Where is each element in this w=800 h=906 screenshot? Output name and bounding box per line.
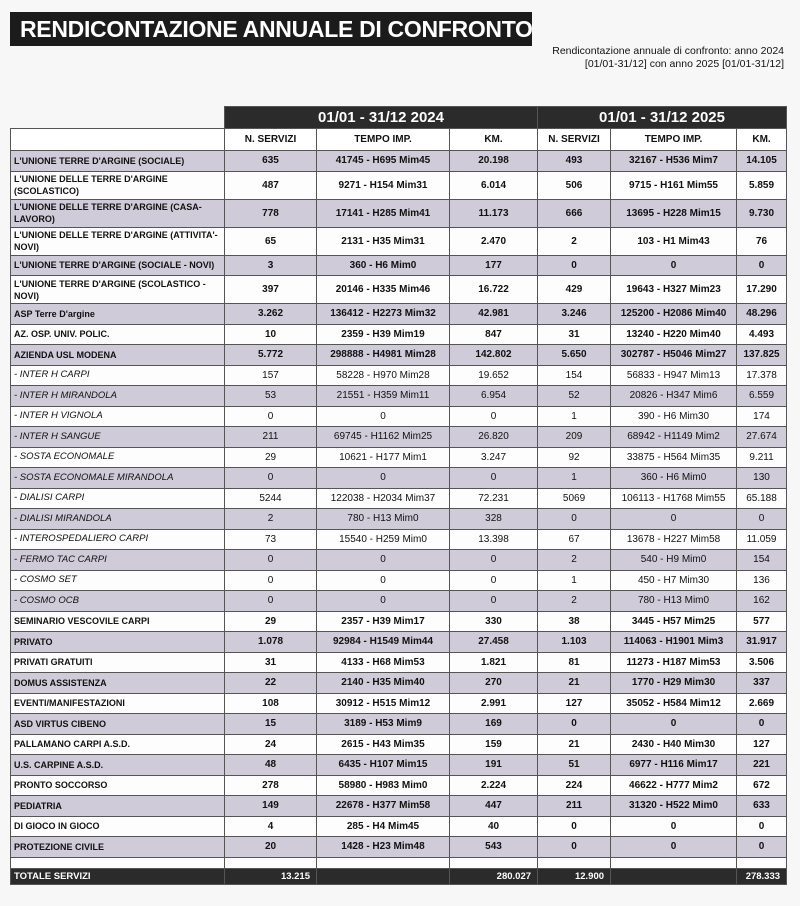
row-value: 21551 - H359 Mim11 (317, 386, 450, 407)
row-value: 390 - H6 Mim30 (611, 406, 737, 427)
period-2025-header: 01/01 - 31/12 2025 (538, 107, 787, 129)
row-value: 540 - H9 Mim0 (611, 550, 737, 571)
row-value: 360 - H6 Mim0 (317, 255, 450, 276)
row-value: 11.059 (737, 529, 787, 550)
table-row (11, 816, 787, 837)
table-row (11, 199, 787, 227)
row-value: 0 (317, 406, 450, 427)
row-label: - FERMO TAC CARPI (11, 550, 225, 571)
row-value: 328 (450, 509, 538, 530)
row-label: - DIALISI MIRANDOLA (11, 509, 225, 530)
period-header-row (11, 107, 787, 129)
row-value: 68942 - H1149 Mim2 (611, 427, 737, 448)
row-value: 169 (450, 714, 538, 735)
table-row (11, 509, 787, 530)
table-row (11, 324, 787, 345)
row-value: 0 (225, 591, 317, 612)
total-label: TOTALE SERVIZI (11, 868, 225, 884)
table-row (11, 775, 787, 796)
row-value: 69745 - H1162 Mim25 (317, 427, 450, 448)
row-value: 32167 - H536 Mim7 (611, 151, 737, 172)
row-value: 114063 - H1901 Mim3 (611, 632, 737, 653)
total-value: 13.215 (225, 868, 317, 884)
row-value: 1.078 (225, 632, 317, 653)
table-row (11, 151, 787, 172)
row-value: 2131 - H35 Mim31 (317, 227, 450, 255)
row-value: 2.224 (450, 775, 538, 796)
row-value: 149 (225, 796, 317, 817)
row-value: 778 (225, 199, 317, 227)
spacer-row (11, 857, 787, 868)
row-value: 337 (737, 673, 787, 694)
table-row (11, 365, 787, 386)
row-value: 11273 - H187 Mim53 (611, 652, 737, 673)
row-value: 278 (225, 775, 317, 796)
row-value: 103 - H1 Mim43 (611, 227, 737, 255)
row-label: AZIENDA USL MODENA (11, 345, 225, 366)
table-row (11, 227, 787, 255)
row-value: 10 (225, 324, 317, 345)
row-value: 0 (611, 255, 737, 276)
row-value: 285 - H4 Mim45 (317, 816, 450, 837)
row-value: 2140 - H35 Mim40 (317, 673, 450, 694)
row-label: - INTER H CARPI (11, 365, 225, 386)
row-value: 0 (317, 570, 450, 591)
row-label: L'UNIONE DELLE TERRE D'ARGINE (SCOLASTICO) (11, 171, 225, 199)
row-value: 52 (538, 386, 611, 407)
row-value: 9715 - H161 Mim55 (611, 171, 737, 199)
row-value: 0 (538, 837, 611, 858)
row-value: 174 (737, 406, 787, 427)
spacer-cell (225, 857, 317, 868)
row-value: 0 (450, 406, 538, 427)
table-row (11, 447, 787, 468)
row-value: 487 (225, 171, 317, 199)
row-value: 122038 - H2034 Mim37 (317, 488, 450, 509)
row-value: 29 (225, 447, 317, 468)
row-value: 19643 - H327 Mim23 (611, 276, 737, 304)
table-row (11, 529, 787, 550)
row-value: 56833 - H947 Mim13 (611, 365, 737, 386)
row-value: 0 (538, 816, 611, 837)
row-value: 137.825 (737, 345, 787, 366)
row-value: 31320 - H522 Mim0 (611, 796, 737, 817)
spacer-cell (450, 857, 538, 868)
row-value: 360 - H6 Mim0 (611, 468, 737, 489)
row-value: 211 (225, 427, 317, 448)
row-value: 330 (450, 611, 538, 632)
row-label: AZ. OSP. UNIV. POLIC. (11, 324, 225, 345)
row-value: 67 (538, 529, 611, 550)
row-value: 157 (225, 365, 317, 386)
table-row (11, 427, 787, 448)
row-value: 0 (317, 550, 450, 571)
row-value: 1428 - H23 Mim48 (317, 837, 450, 858)
table-row (11, 171, 787, 199)
row-value: 6.954 (450, 386, 538, 407)
row-value: 17.290 (737, 276, 787, 304)
row-value: 780 - H13 Mim0 (611, 591, 737, 612)
row-value: 6435 - H107 Mim15 (317, 755, 450, 776)
row-value: 1.103 (538, 632, 611, 653)
spacer-cell (317, 857, 450, 868)
row-value: 22 (225, 673, 317, 694)
row-value: 20826 - H347 Mim6 (611, 386, 737, 407)
row-value: 21 (538, 673, 611, 694)
row-value: 0 (737, 714, 787, 735)
row-value: 5.650 (538, 345, 611, 366)
label-column-header (11, 129, 225, 151)
row-value: 20 (225, 837, 317, 858)
table-row (11, 652, 787, 673)
row-value: 5069 (538, 488, 611, 509)
row-value: 2615 - H43 Mim35 (317, 734, 450, 755)
row-label: - COSMO OCB (11, 591, 225, 612)
row-value: 108 (225, 693, 317, 714)
table-row (11, 796, 787, 817)
row-value: 27.458 (450, 632, 538, 653)
row-label: - INTEROSPEDALIERO CARPI (11, 529, 225, 550)
row-value: 0 (611, 837, 737, 858)
table-row (11, 255, 787, 276)
row-value: 2 (538, 591, 611, 612)
row-value: 672 (737, 775, 787, 796)
row-value: 221 (737, 755, 787, 776)
row-value: 0 (737, 816, 787, 837)
row-value: 20.198 (450, 151, 538, 172)
row-value: 2 (538, 550, 611, 571)
row-value: 92984 - H1549 Mim44 (317, 632, 450, 653)
row-value: 209 (538, 427, 611, 448)
total-value (611, 868, 737, 884)
row-value: 17141 - H285 Mim41 (317, 199, 450, 227)
row-value: 429 (538, 276, 611, 304)
row-value: 0 (611, 816, 737, 837)
row-value: 30912 - H515 Mim12 (317, 693, 450, 714)
row-value: 58980 - H983 Mim0 (317, 775, 450, 796)
total-row (11, 868, 787, 884)
table-row (11, 714, 787, 735)
row-value: 847 (450, 324, 538, 345)
column-header: N. SERVIZI (225, 129, 317, 151)
row-value: 298888 - H4981 Mim28 (317, 345, 450, 366)
row-label: L'UNIONE DELLE TERRE D'ARGINE (CASA-LAVORO) (11, 199, 225, 227)
row-value: 0 (611, 509, 737, 530)
row-value: 4133 - H68 Mim53 (317, 652, 450, 673)
row-value: 48.296 (737, 304, 787, 325)
row-value: 33875 - H564 Mim35 (611, 447, 737, 468)
row-label: SEMINARIO VESCOVILE CARPI (11, 611, 225, 632)
page-title: RENDICONTAZIONE ANNUALE DI CONFRONTO (10, 12, 532, 46)
row-label: - SOSTA ECONOMALE MIRANDOLA (11, 468, 225, 489)
row-value: 3 (225, 255, 317, 276)
row-label: PEDIATRIA (11, 796, 225, 817)
spacer-cell (737, 857, 787, 868)
row-label: L'UNIONE DELLE TERRE D'ARGINE (ATTIVITA'-NOVI) (11, 227, 225, 255)
row-label: L'UNIONE TERRE D'ARGINE (SOCIALE - NOVI) (11, 255, 225, 276)
row-label: ASD VIRTUS CIBENO (11, 714, 225, 735)
row-value: 0 (225, 550, 317, 571)
row-value: 13678 - H227 Mim58 (611, 529, 737, 550)
table-row (11, 632, 787, 653)
row-value: 6977 - H116 Mim17 (611, 755, 737, 776)
row-value: 0 (737, 255, 787, 276)
row-label: PALLAMANO CARPI A.S.D. (11, 734, 225, 755)
column-header: N. SERVIZI (538, 129, 611, 151)
row-value: 136412 - H2273 Mim32 (317, 304, 450, 325)
row-value: 2 (538, 227, 611, 255)
table-row (11, 734, 787, 755)
row-value: 0 (225, 570, 317, 591)
row-value: 0 (538, 255, 611, 276)
row-value: 0 (538, 509, 611, 530)
column-header: KM. (737, 129, 787, 151)
row-value: 81 (538, 652, 611, 673)
row-label: - COSMO SET (11, 570, 225, 591)
row-value: 13695 - H228 Mim15 (611, 199, 737, 227)
header-spacer (11, 107, 225, 129)
row-value: 26.820 (450, 427, 538, 448)
row-value: 22678 - H377 Mim58 (317, 796, 450, 817)
row-value: 0 (225, 468, 317, 489)
row-value: 3.506 (737, 652, 787, 673)
row-value: 76 (737, 227, 787, 255)
row-value: 72.231 (450, 488, 538, 509)
row-value: 31 (538, 324, 611, 345)
row-label: L'UNIONE TERRE D'ARGINE (SCOLASTICO - NOVI) (11, 276, 225, 304)
comparison-table (10, 106, 787, 885)
row-value: 13.398 (450, 529, 538, 550)
table-row (11, 673, 787, 694)
row-value: 397 (225, 276, 317, 304)
row-value: 127 (737, 734, 787, 755)
row-value: 0 (450, 570, 538, 591)
row-value: 666 (538, 199, 611, 227)
row-label: PROTEZIONE CIVILE (11, 837, 225, 858)
row-value: 0 (450, 591, 538, 612)
report-subtitle (484, 45, 784, 71)
spacer-cell (538, 857, 611, 868)
row-label: - INTER H SANGUE (11, 427, 225, 448)
row-value: 13240 - H220 Mim40 (611, 324, 737, 345)
row-value: 35052 - H584 Mim12 (611, 693, 737, 714)
row-label: DOMUS ASSISTENZA (11, 673, 225, 694)
table-body (11, 151, 787, 885)
row-value: 0 (611, 714, 737, 735)
row-value: 2357 - H39 Mim17 (317, 611, 450, 632)
row-value: 162 (737, 591, 787, 612)
row-value: 5244 (225, 488, 317, 509)
row-value: 159 (450, 734, 538, 755)
row-value: 3189 - H53 Mim9 (317, 714, 450, 735)
table-row (11, 755, 787, 776)
row-value: 506 (538, 171, 611, 199)
row-value: 2430 - H40 Mim30 (611, 734, 737, 755)
row-value: 493 (538, 151, 611, 172)
row-value: 19.652 (450, 365, 538, 386)
spacer-cell (11, 857, 225, 868)
row-value: 10621 - H177 Mim1 (317, 447, 450, 468)
row-value: 447 (450, 796, 538, 817)
row-value: 38 (538, 611, 611, 632)
table-row (11, 611, 787, 632)
row-value: 106113 - H1768 Mim55 (611, 488, 737, 509)
row-value: 191 (450, 755, 538, 776)
row-value: 154 (737, 550, 787, 571)
total-value (317, 868, 450, 884)
subtitle-line-2: [01/01-31/12] con anno 2025 [01/01-31/12] (584, 58, 784, 70)
row-value: 0 (737, 509, 787, 530)
row-value: 14.105 (737, 151, 787, 172)
row-value: 136 (737, 570, 787, 591)
row-value: 270 (450, 673, 538, 694)
row-value: 543 (450, 837, 538, 858)
row-value: 1 (538, 468, 611, 489)
row-label: - SOSTA ECONOMALE (11, 447, 225, 468)
row-value: 0 (450, 550, 538, 571)
row-value: 31 (225, 652, 317, 673)
table-row (11, 488, 787, 509)
table-row (11, 304, 787, 325)
row-value: 65.188 (737, 488, 787, 509)
row-value: 3.246 (538, 304, 611, 325)
row-value: 46622 - H777 Mim2 (611, 775, 737, 796)
table-row (11, 386, 787, 407)
row-value: 41745 - H695 Mim45 (317, 151, 450, 172)
row-value: 3.262 (225, 304, 317, 325)
row-value: 0 (450, 468, 538, 489)
row-value: 450 - H7 Mim30 (611, 570, 737, 591)
row-value: 2.470 (450, 227, 538, 255)
row-value: 2 (225, 509, 317, 530)
column-header-row (11, 129, 787, 151)
row-value: 20146 - H335 Mim46 (317, 276, 450, 304)
table-row (11, 276, 787, 304)
row-value: 211 (538, 796, 611, 817)
row-label: PRIVATI GRATUITI (11, 652, 225, 673)
row-label: DI GIOCO IN GIOCO (11, 816, 225, 837)
row-value: 4.493 (737, 324, 787, 345)
row-value: 42.981 (450, 304, 538, 325)
row-value: 27.674 (737, 427, 787, 448)
row-label: L'UNIONE TERRE D'ARGINE (SOCIALE) (11, 151, 225, 172)
row-value: 780 - H13 Mim0 (317, 509, 450, 530)
row-value: 6.559 (737, 386, 787, 407)
row-label: - DIALISI CARPI (11, 488, 225, 509)
row-value: 224 (538, 775, 611, 796)
row-value: 0 (317, 468, 450, 489)
total-value: 12.900 (538, 868, 611, 884)
row-value: 0 (225, 406, 317, 427)
row-value: 31.917 (737, 632, 787, 653)
table-row (11, 693, 787, 714)
row-value: 3445 - H57 Mim25 (611, 611, 737, 632)
row-value: 130 (737, 468, 787, 489)
row-value: 177 (450, 255, 538, 276)
row-label: ASP Terre D'argine (11, 304, 225, 325)
table-row (11, 550, 787, 571)
row-value: 9271 - H154 Mim31 (317, 171, 450, 199)
row-value: 0 (317, 591, 450, 612)
row-value: 51 (538, 755, 611, 776)
row-value: 15540 - H259 Mim0 (317, 529, 450, 550)
row-value: 302787 - H5046 Mim27 (611, 345, 737, 366)
row-label: EVENTI/MANIFESTAZIONI (11, 693, 225, 714)
row-value: 21 (538, 734, 611, 755)
row-value: 3.247 (450, 447, 538, 468)
row-value: 635 (225, 151, 317, 172)
row-value: 17.378 (737, 365, 787, 386)
row-value: 154 (538, 365, 611, 386)
column-header: TEMPO IMP. (317, 129, 450, 151)
row-label: PRIVATO (11, 632, 225, 653)
row-value: 29 (225, 611, 317, 632)
row-value: 16.722 (450, 276, 538, 304)
table-row (11, 591, 787, 612)
spacer-cell (611, 857, 737, 868)
row-value: 2.991 (450, 693, 538, 714)
column-header: KM. (450, 129, 538, 151)
row-label: U.S. CARPINE A.S.D. (11, 755, 225, 776)
row-value: 0 (538, 714, 611, 735)
row-value: 24 (225, 734, 317, 755)
row-value: 48 (225, 755, 317, 776)
row-value: 58228 - H970 Mim28 (317, 365, 450, 386)
row-value: 5.859 (737, 171, 787, 199)
row-value: 142.802 (450, 345, 538, 366)
table-row (11, 837, 787, 858)
row-value: 633 (737, 796, 787, 817)
row-value: 73 (225, 529, 317, 550)
row-value: 577 (737, 611, 787, 632)
row-value: 127 (538, 693, 611, 714)
row-value: 0 (737, 837, 787, 858)
row-value: 1.821 (450, 652, 538, 673)
row-value: 9.730 (737, 199, 787, 227)
row-value: 5.772 (225, 345, 317, 366)
table-row (11, 570, 787, 591)
column-header: TEMPO IMP. (611, 129, 737, 151)
row-label: - INTER H VIGNOLA (11, 406, 225, 427)
total-value: 278.333 (737, 868, 787, 884)
row-value: 125200 - H2086 Mim40 (611, 304, 737, 325)
table-row (11, 406, 787, 427)
total-value: 280.027 (450, 868, 538, 884)
row-value: 1 (538, 570, 611, 591)
period-2024-header: 01/01 - 31/12 2024 (225, 107, 538, 129)
row-value: 2.669 (737, 693, 787, 714)
table-row (11, 345, 787, 366)
row-value: 65 (225, 227, 317, 255)
row-value: 1 (538, 406, 611, 427)
row-value: 92 (538, 447, 611, 468)
row-value: 2359 - H39 Mim19 (317, 324, 450, 345)
row-value: 4 (225, 816, 317, 837)
row-value: 15 (225, 714, 317, 735)
row-value: 53 (225, 386, 317, 407)
row-value: 40 (450, 816, 538, 837)
row-label: PRONTO SOCCORSO (11, 775, 225, 796)
row-value: 6.014 (450, 171, 538, 199)
subtitle-line-1: Rendicontazione annuale di confronto: anno 2024 (552, 45, 784, 57)
row-value: 9.211 (737, 447, 787, 468)
row-label: - INTER H MIRANDOLA (11, 386, 225, 407)
table-row (11, 468, 787, 489)
row-value: 1770 - H29 Mim30 (611, 673, 737, 694)
row-value: 11.173 (450, 199, 538, 227)
